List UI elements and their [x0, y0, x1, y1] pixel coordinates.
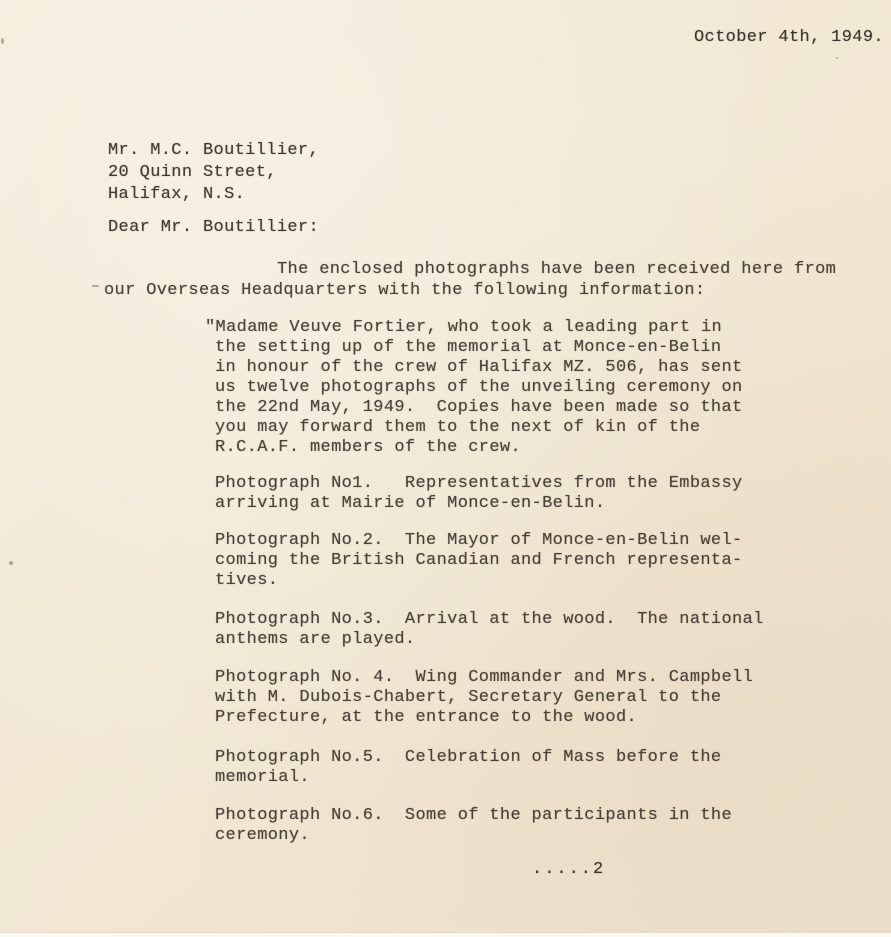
salutation — [108, 217, 319, 239]
recipient-name: Mr. M.C. Boutillier, — [108, 141, 320, 160]
photo-caption-line: memorial. — [215, 768, 310, 787]
photo-caption-line: ceremony. — [215, 826, 310, 845]
paper-speck — [9, 561, 13, 565]
photo-caption-line: Photograph No.5. Celebration of Mass before the — [215, 748, 722, 767]
photograph-paragraph-5 — [215, 748, 721, 788]
quote-line: the setting up of the memorial at Monce-en-Belin — [215, 338, 722, 357]
photo-caption-line: tives. — [215, 571, 279, 590]
photograph-paragraph-2 — [215, 531, 743, 591]
photo-caption-line: arriving at Mairie of Monce-en-Belin. — [215, 494, 606, 513]
intro-line-2: our Overseas Headquarters with the following information: — [104, 281, 706, 300]
photograph-paragraph-4 — [215, 668, 753, 728]
paper-speck — [1, 38, 4, 44]
paper-speck — [836, 57, 838, 59]
recipient-street: 20 Quinn Street, — [108, 163, 277, 182]
photo-caption-line: Photograph No. 4. Wing Commander and Mrs. Campbell — [215, 668, 754, 687]
quote-line: R.C.A.F. members of the crew. — [215, 438, 521, 457]
quoted-information-block — [205, 318, 743, 458]
quote-line: us twelve photographs of the unveiling ceremony on — [215, 378, 743, 397]
recipient-address — [108, 140, 319, 206]
photo-caption-line: coming the British Canadian and French representa- — [215, 551, 743, 570]
photo-caption-line: Photograph No.6. Some of the participants in the — [215, 806, 733, 825]
letter-date: October 4th, 1949. — [694, 28, 884, 47]
photo-caption-line: with M. Dubois-Chabert, Secretary General to the — [215, 688, 722, 707]
photo-caption-line: anthems are played. — [215, 630, 416, 649]
photograph-paragraph-1 — [215, 474, 743, 514]
quote-line: you may forward them to the next of kin of the — [215, 418, 701, 437]
photograph-paragraph-6 — [215, 806, 732, 846]
photo-caption-line: Prefecture, at the entrance to the wood. — [215, 708, 638, 727]
recipient-city: Halifax, N.S. — [108, 185, 246, 204]
photograph-paragraph-3 — [215, 610, 764, 650]
salutation-text: Dear Mr. Boutillier: — [108, 218, 320, 237]
photo-caption-line: Photograph No.2. The Mayor of Monce-en-Belin wel- — [215, 531, 743, 550]
page-number: .....2 — [532, 860, 606, 879]
scan-edge — [0, 932, 891, 937]
photo-caption-line: Photograph No.3. Arrival at the wood. The national — [215, 610, 764, 629]
paper-speck — [92, 285, 99, 287]
intro-line-1: The enclosed photographs have been received here from — [277, 260, 837, 279]
quote-line: the 22nd May, 1949. Copies have been made so that — [215, 398, 743, 417]
photo-caption-line: Photograph No1. Representatives from the Embassy — [215, 474, 743, 493]
quote-line: in honour of the crew of Halifax MZ. 506, has sent — [215, 358, 743, 377]
quote-line: "Madame Veuve Fortier, who took a leading part in — [205, 318, 723, 337]
